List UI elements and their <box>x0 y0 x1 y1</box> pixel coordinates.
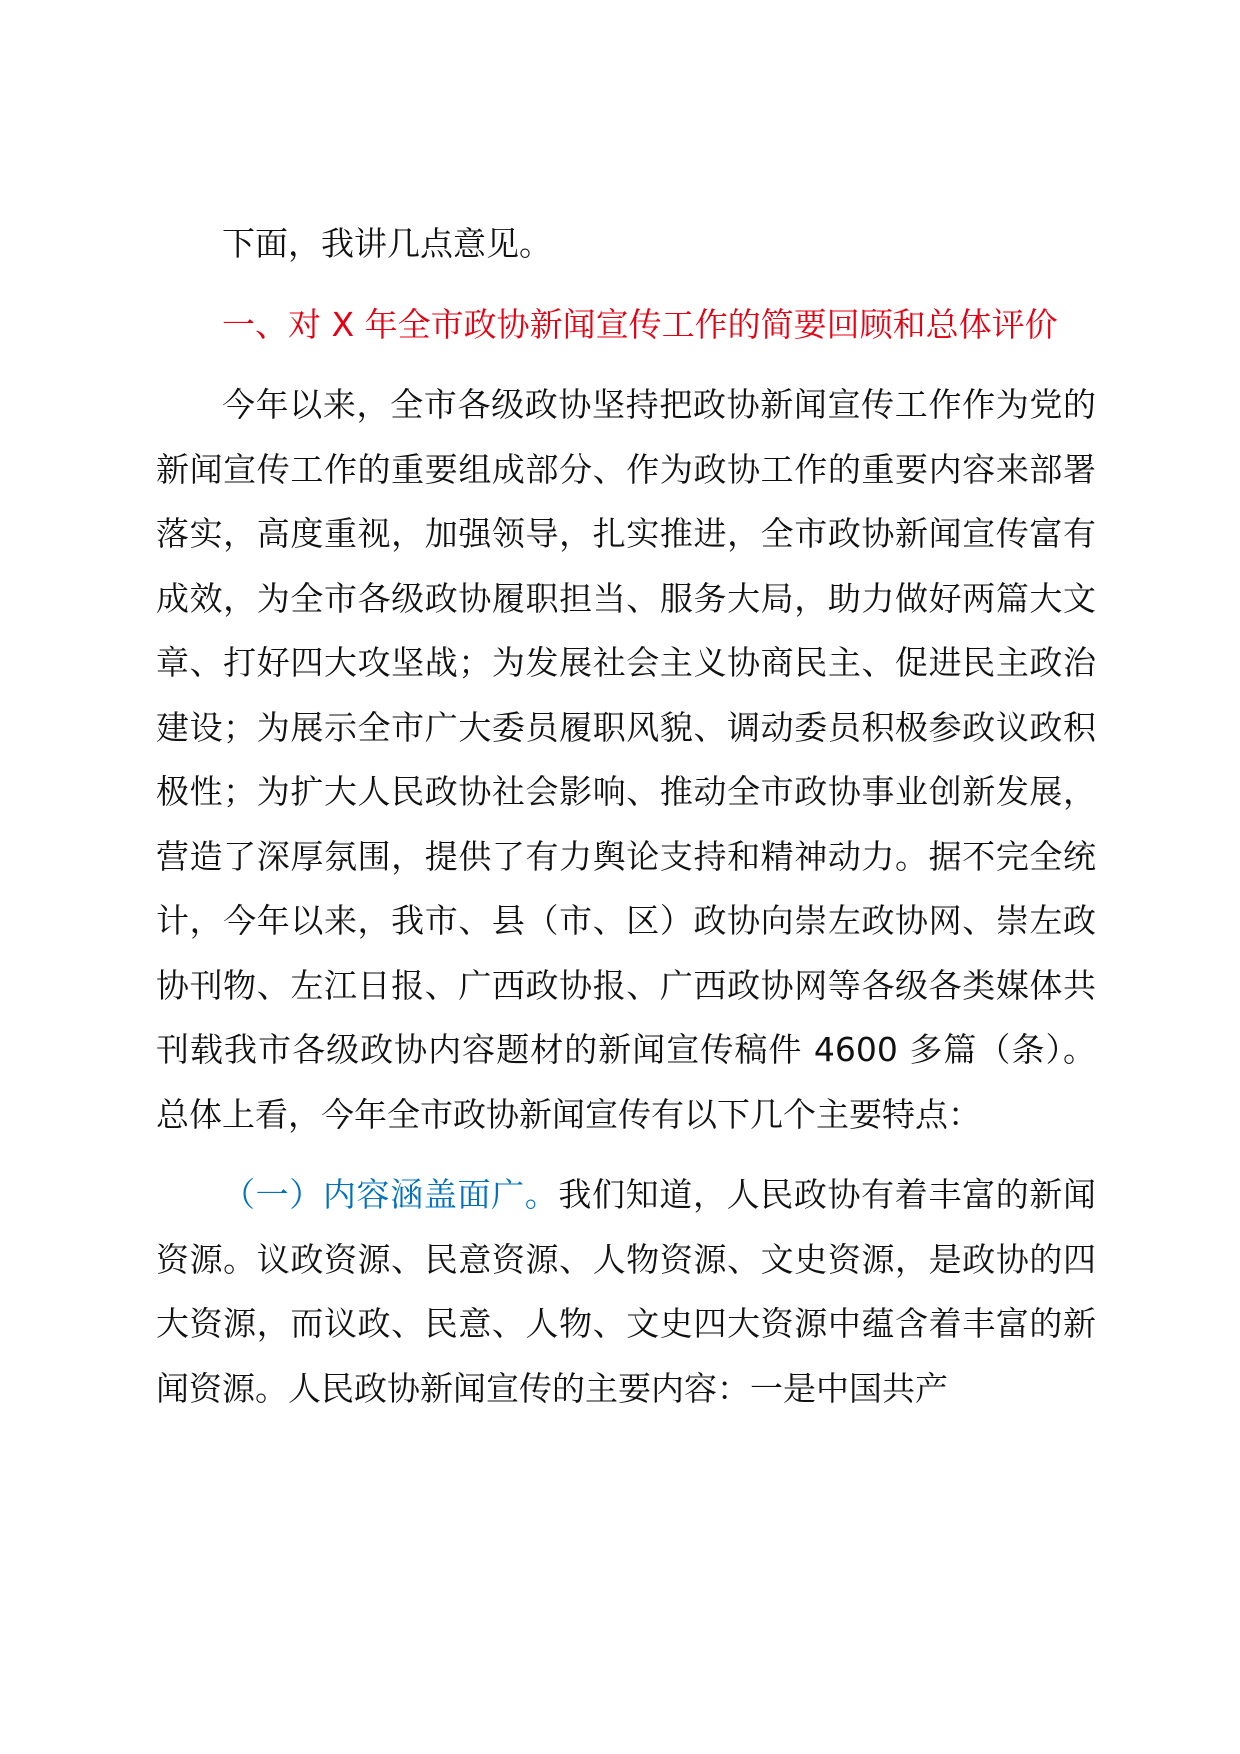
subsection-heading-1: （一）内容涵盖面广。 <box>222 1175 559 1214</box>
section-heading-1: 一、对 X 年全市政协新闻宣传工作的简要回顾和总体评价 <box>222 304 1058 344</box>
subsection-1-paragraph <box>156 1163 1096 1421</box>
section-1-paragraph: 今年以来，全市各级政协坚持把政协新闻宣传工作作为党的新闻宣传工作的重要组成部分、作为政协工作的重要内容来部署落实，高度重视，加强领导，扎实推进，全市政协新闻宣传富有成效，为全市各级政协履职担当、服务大局，助力做好两篇大文章、打好四大攻坚战；为发展社会主义协商民主、促进民主政治建设；为展示全市广大委员履职风貌、调动委员积极参政议政积极性；为扩大人民政协社会影响、推动全市政协事业创新发展，营造了深厚氛围，提供了有力舆论支持和精神动力。据不完全统计，今年以来，我市、县（市、区）政协向崇左政协网、崇左政协刊物、左江日报、广西政协报、广西政协网等各级各类媒体共刊载我市各级政协内容题材的新闻宣传稿件 4600 多篇（条）。总体上看，今年全市政协新闻宣传有以下几个主要特点： <box>156 385 1096 1134</box>
intro-paragraph: 下面，我讲几点意见。 <box>222 224 552 263</box>
subsection-1-body: 我们知道，人民政协有着丰富的新闻资源。议政资源、民意资源、人物资源、文史资源，是政协的四大资源，而议政、民意、人物、文史四大资源中蕴含着丰富的新闻资源。人民政协新闻宣传的主要内容：一是中国共产 <box>156 1175 1097 1408</box>
document-body <box>156 212 1096 1421</box>
